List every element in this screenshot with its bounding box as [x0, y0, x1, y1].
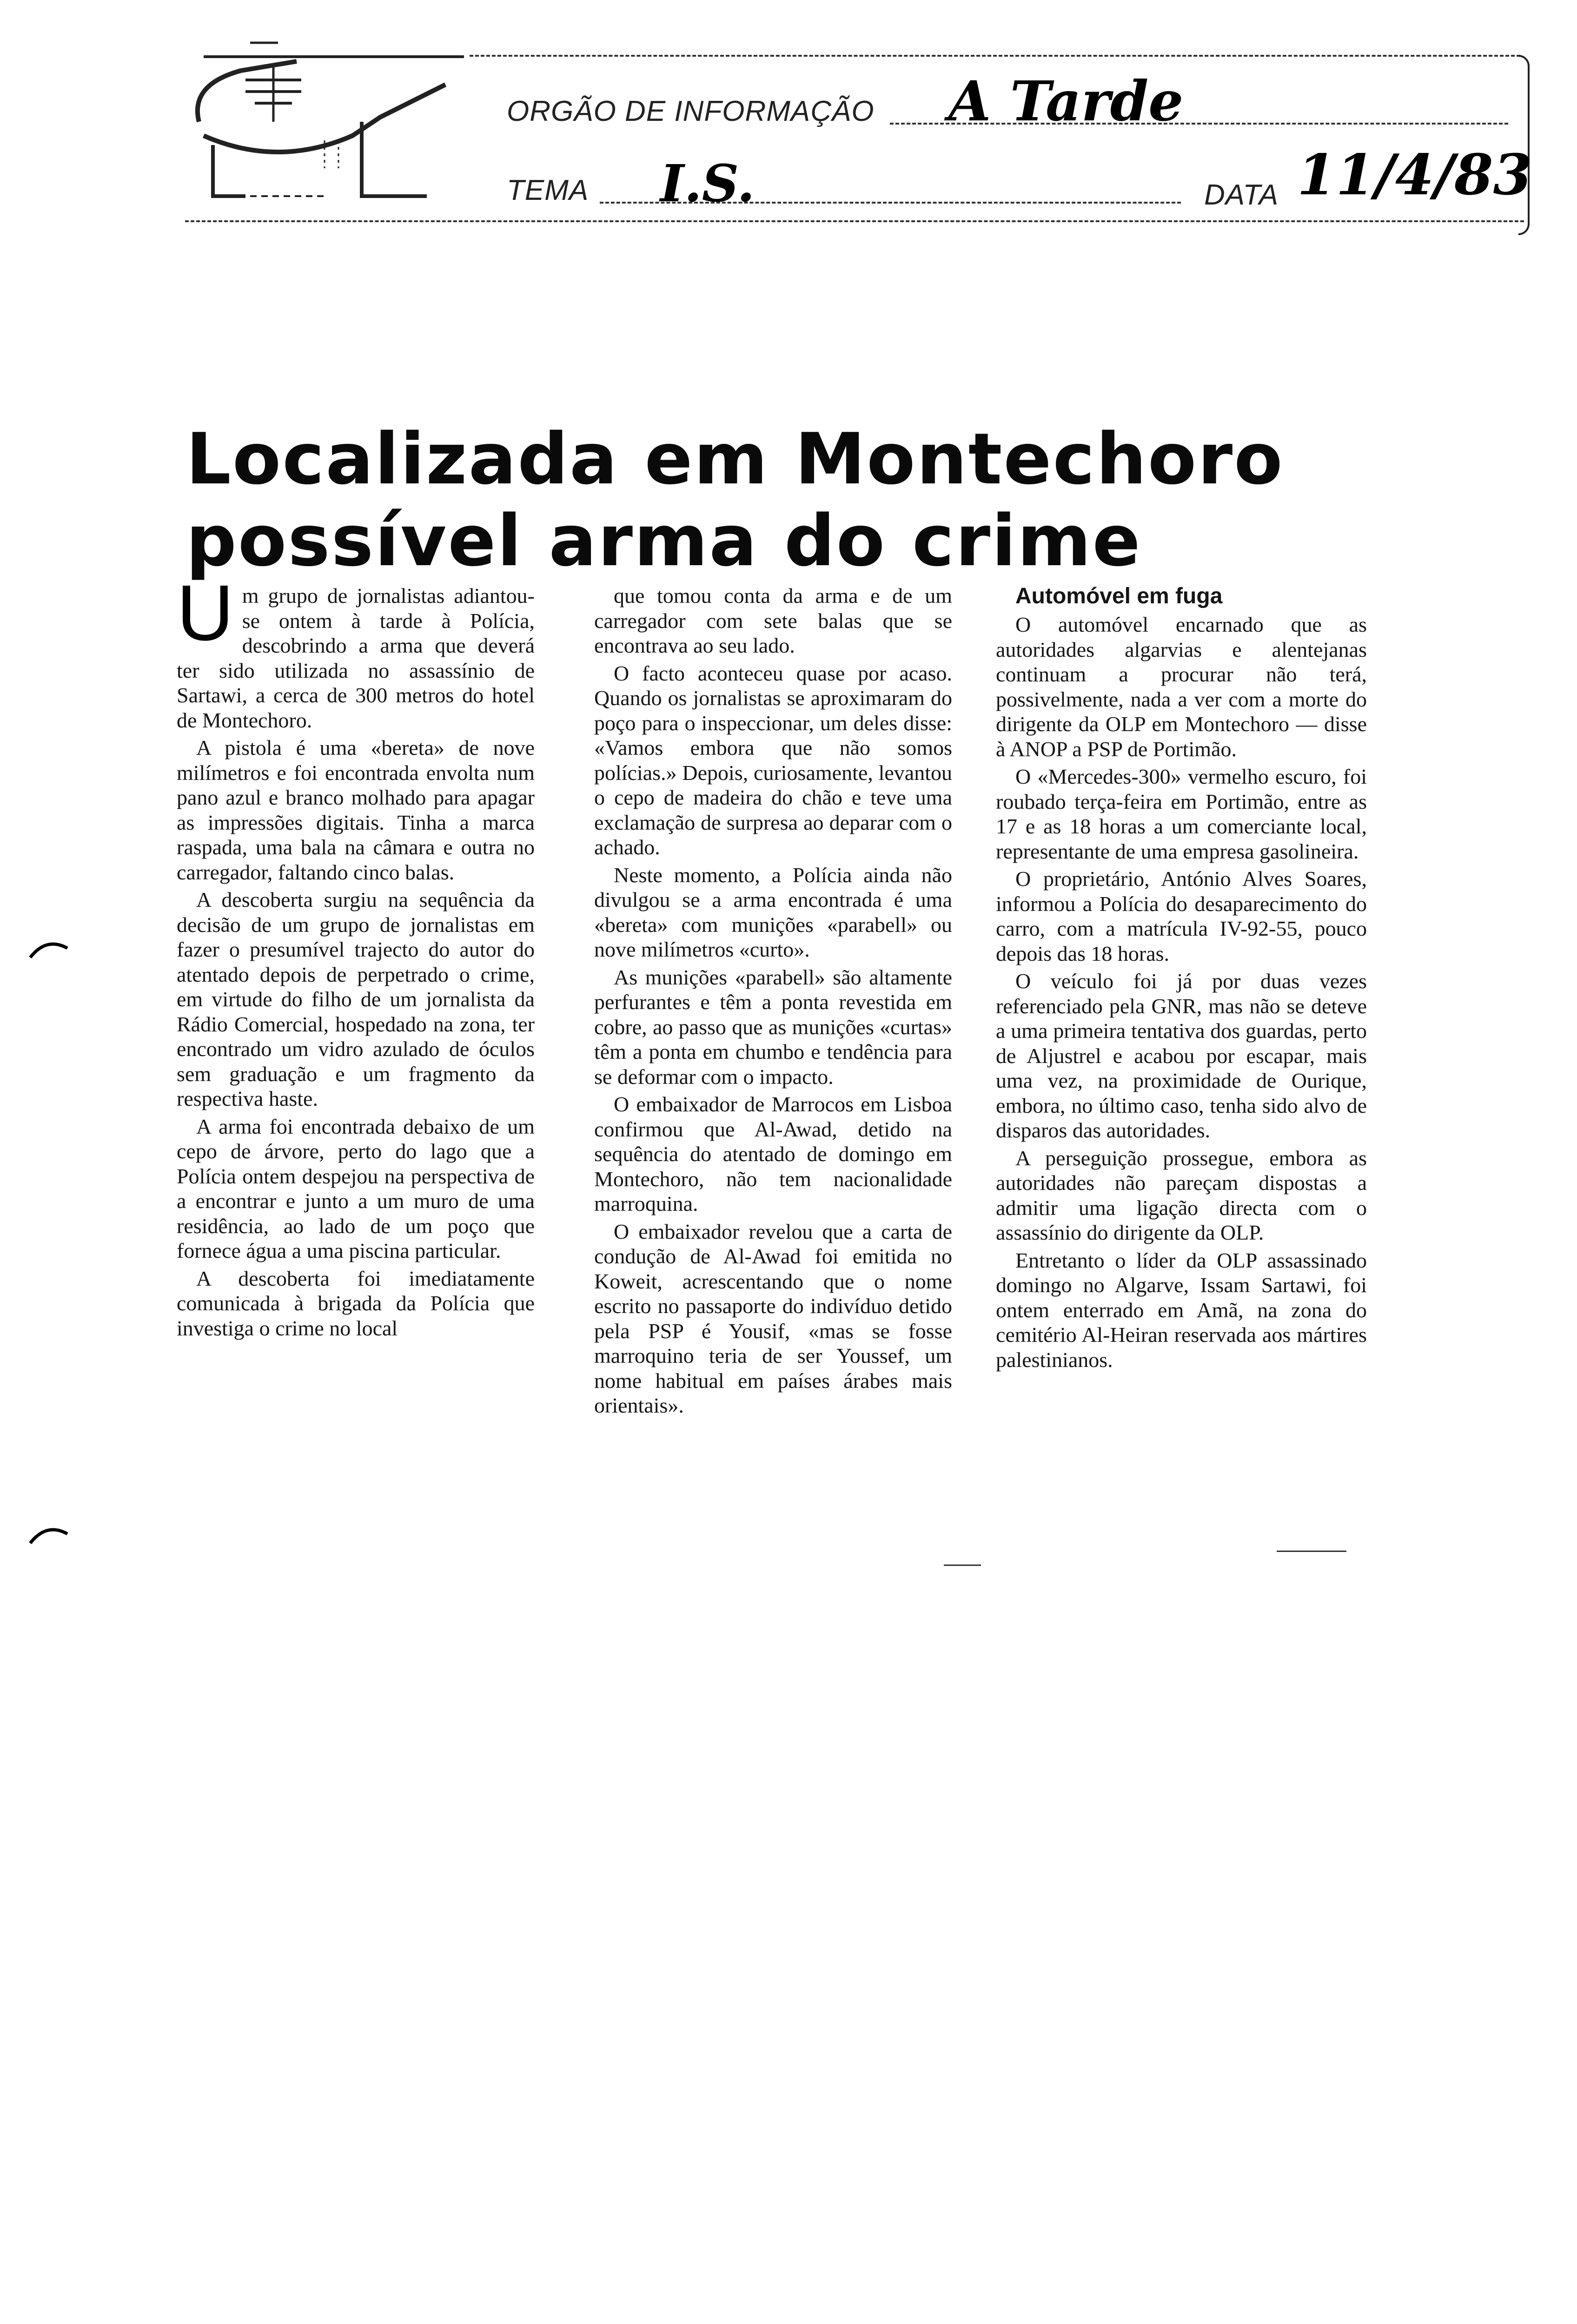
article-paragraph: As munições «parabell» são altamente perfurantes e têm a ponta revestida em cobre, ao passo que as munições «curtas» têm a ponta em chumbo e tendência para se deformar com o impacto. [594, 965, 952, 1089]
outlet-label: ORGÃO DE INFORMAÇÃO [507, 95, 875, 127]
date-label: DATA [1204, 179, 1279, 211]
outlet-handwritten: A Tarde [948, 69, 1184, 133]
article-column-2 [594, 583, 952, 1421]
article-paragraph: que tomou conta da arma e de um carregador com sete balas que se encontrava ao seu lado. [594, 584, 952, 657]
article-paragraph: O embaixador de Marrocos em Lisboa confirmou que Al-Awad, detido na sequência do atentado de domingo em Montechoro, não tem nacionalidade marroquina. [594, 1092, 952, 1215]
article-paragraph: O automóvel encarnado que as autoridades algarvias e alentejanas continuam a procurar não terá, possivelmente, nada a ver com a morte do dirigente da OLP em Montechoro — disse à ANOP a PSP de Portimão. [996, 613, 1367, 761]
headline-line-2: possível arma do crime [186, 500, 1142, 582]
headline-line-1: Localizada em Montechoro [186, 418, 1284, 500]
binding-hole-mark [28, 934, 70, 962]
article-paragraph: O facto aconteceu quase por acaso. Quando os jornalistas se aproximaram do poço para o inspeccionar, um deles disse: «Vamos embora que não somos polícias.» Depois, curiosamente, levantou o cepo de madeira do chão e teve uma exclamação de surpresa ao deparar com o achado. [594, 661, 952, 859]
article-paragraph: O veículo foi já por duas vezes referenciado pela GNR, mas não se deteve a uma primeira tentativa dos guardas, perto de Aljustrel e acabou por escapar, mais uma vez, na proximidade de Ourique, embora, no último caso, tenha sido alvo de disparos das autoridades. [996, 969, 1367, 1142]
article-paragraph: A arma foi encontrada debaixo de um cepo de árvore, perto do lago que a Polícia ontem despejou na perspectiva de a encontrar e junto a um muro de uma residência, ao lado de um poço que fornece água a uma piscina particular. [177, 1114, 535, 1262]
drop-cap: U [177, 569, 234, 657]
article-column-1 [177, 569, 535, 1343]
article-paragraph: O «Mercedes-300» vermelho escuro, foi roubado terça-feira em Portimão, entre as 17 e as 18 horas a um comerciante local, representante de uma empresa gasolineira. [996, 765, 1367, 863]
column-end-rule [1277, 1551, 1346, 1552]
article-paragraph: O embaixador revelou que a carta de condução de Al-Awad foi emitida no Koweit, acrescentando que o nome escrito no passaporte do indivíduo detido pela PSP é Yousif, «mas se fosse marroquino teria de ser Youssef, um nome habitual em países árabes mais orientais». [594, 1219, 952, 1417]
article-paragraph: A descoberta foi imediatamente comunicada à brigada da Polícia que investiga o crime no local [177, 1266, 535, 1340]
archive-logo-icon [185, 29, 464, 205]
binding-hole-mark [28, 1520, 70, 1548]
theme-label: TEMA [507, 174, 589, 206]
article-paragraph [177, 569, 535, 733]
headline [186, 418, 1395, 582]
article-paragraph: A descoberta surgiu na sequência da decisão de um grupo de jornalistas em fazer o presumível trajecto do autor do atentado depois de perpetrado o crime, em virtude do filho de um jornalista da Rádio Comercial, hospedado na zona, ter encontrado um vidro azulado de óculos sem graduação e um fragmento da respectiva haste. [177, 888, 535, 1110]
article-paragraph: Neste momento, a Polícia ainda não divulgou se a arma encontrada é uma «bereta» com munições «parabell» ou nove milímetros «curto». [594, 863, 952, 961]
subhead: Automóvel em fuga [1015, 584, 1223, 608]
article-paragraph: A pistola é uma «bereta» de nove milímetros e foi encontrada envolta num pano azul e branco molhado para apagar as impressões digitais. Tinha a marca raspada, uma bala na câmara e outra no carregador, faltando cinco balas. [177, 736, 535, 884]
form-top-rule [470, 55, 1520, 57]
article-paragraph: A perseguição prossegue, embora as autoridades não pareçam dispostas a admitir uma ligação directa com o assassínio do dirigente da OLP. [996, 1146, 1367, 1244]
date-handwritten: 11/4/83 [1297, 142, 1532, 208]
article-paragraph: Entretanto o líder da OLP assassinado domingo no Algarve, Issam Sartawi, foi ontem enterrado em Amã, na zona do cemitério Al-Heiran reservada aos mártires palestinianos. [996, 1248, 1367, 1372]
theme-handwritten: I.S. [660, 153, 755, 213]
form-bottom-rule [185, 220, 1524, 222]
column-end-rule [944, 1565, 981, 1566]
article-paragraph: O proprietário, António Alves Soares, informou a Polícia do desaparecimento do carro, com a matrícula IV-92-55, pouco depois das 18 horas. [996, 867, 1367, 965]
article-column-3 [996, 583, 1367, 1375]
lead-text: m grupo de jornalistas adiantou-se ontem à tarde à Polícia, descobrindo a arma que deverá ter sido utilizada no assassínio de Sartawi, a cerca de 300 metros do hotel de Montechoro. [177, 584, 535, 732]
